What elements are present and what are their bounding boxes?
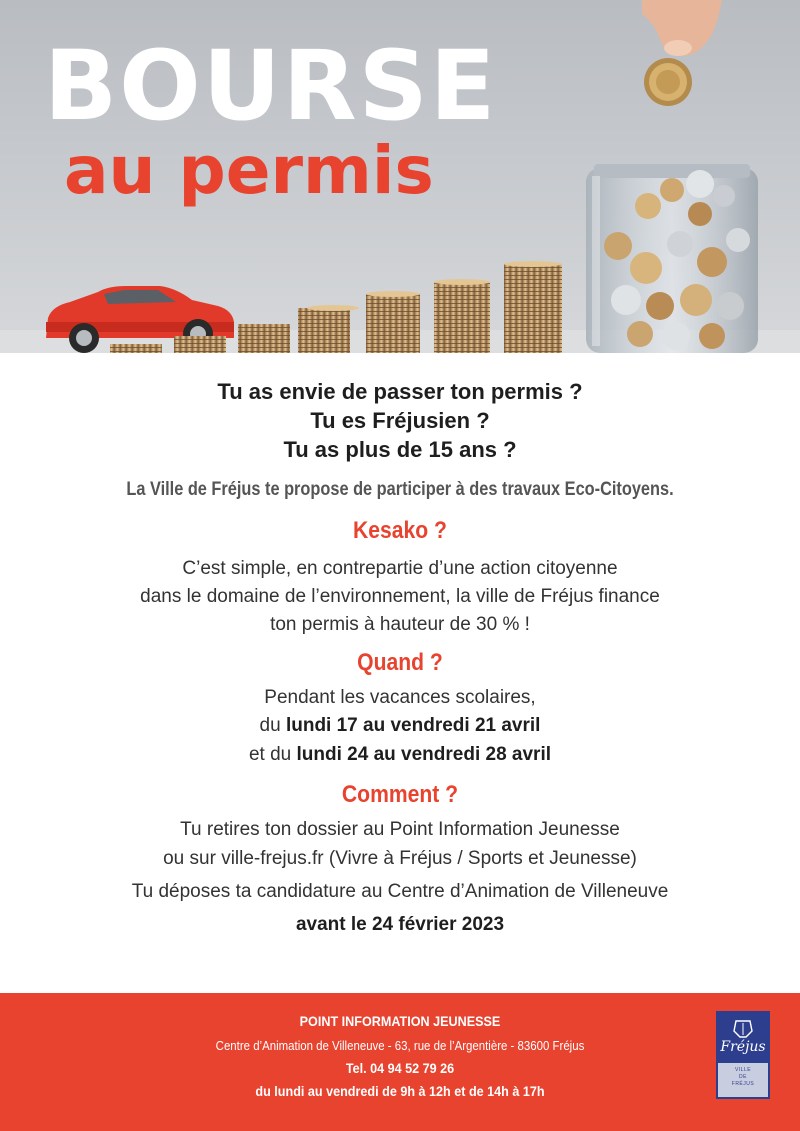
quand-dates-2: lundi 24 au vendredi 28 avril	[296, 744, 552, 765]
footer-title: POINT INFORMATION JEUNESSE	[299, 1013, 501, 1029]
frejus-logo	[716, 1011, 770, 1099]
footer-hours: du lundi au vendredi de 9h à 12h et de 14h à 17h	[255, 1083, 545, 1099]
coin-jar-icon	[586, 164, 758, 353]
heading-kesako: Kesako ?	[353, 517, 447, 544]
deadline-text: avant le 24 février 2023	[295, 914, 505, 935]
logo-caption-box	[718, 1063, 768, 1097]
comment-line-1: Tu retires ton dossier au Point Information Jeunesse	[180, 819, 620, 840]
heading-comment: Comment ?	[341, 781, 459, 808]
quand-line-1: Pendant les vacances scolaires,	[264, 687, 536, 708]
quand-dates-1: lundi 17 au vendredi 21 avril	[285, 715, 541, 736]
kesako-line-1: C’est simple, en contrepartie d’une action citoyenne	[182, 558, 618, 579]
logo-caption: VILLE DE FRÉJUS	[731, 1067, 755, 1087]
intro-text: La Ville de Fréjus te propose de participer à des travaux Eco-Citoyens.	[126, 479, 674, 500]
quand-line-3-prefix: et du	[248, 744, 297, 765]
title-au-permis: au permis	[64, 132, 434, 209]
main-content	[0, 353, 800, 993]
comment-line-3: Tu déposes ta candidature au Centre d’Animation de Villeneuve	[131, 881, 669, 902]
quand-line-3	[0, 744, 800, 766]
comment-line-2: ou sur ville-frejus.fr (Vivre à Fréjus / Sports et Jeunesse)	[163, 848, 637, 869]
hand-coin-icon	[642, 0, 722, 106]
logo-name: Fréjus	[720, 1039, 766, 1055]
question-permis: Tu as envie de passer ton permis ?	[217, 379, 583, 404]
title-bourse: BOURSE	[44, 30, 498, 142]
kesako-line-3: ton permis à hauteur de 30 % !	[270, 614, 530, 635]
kesako-line-2: dans le domaine de l’environnement, la ville de Fréjus finance	[140, 586, 660, 607]
hero-banner	[0, 0, 800, 353]
question-age: Tu as plus de 15 ans ?	[283, 437, 517, 462]
quand-line-2	[0, 715, 800, 737]
heading-quand: Quand ?	[357, 649, 443, 676]
footer-phone: Tel. 04 94 52 79 26	[345, 1060, 455, 1076]
footer-band	[0, 993, 800, 1131]
quand-line-2-prefix: du	[259, 715, 286, 736]
footer-address: Centre d’Animation de Villeneuve - 63, rue de l’Argentière - 83600 Fréjus	[215, 1038, 585, 1053]
question-frejusien: Tu es Fréjusien ?	[310, 408, 490, 433]
